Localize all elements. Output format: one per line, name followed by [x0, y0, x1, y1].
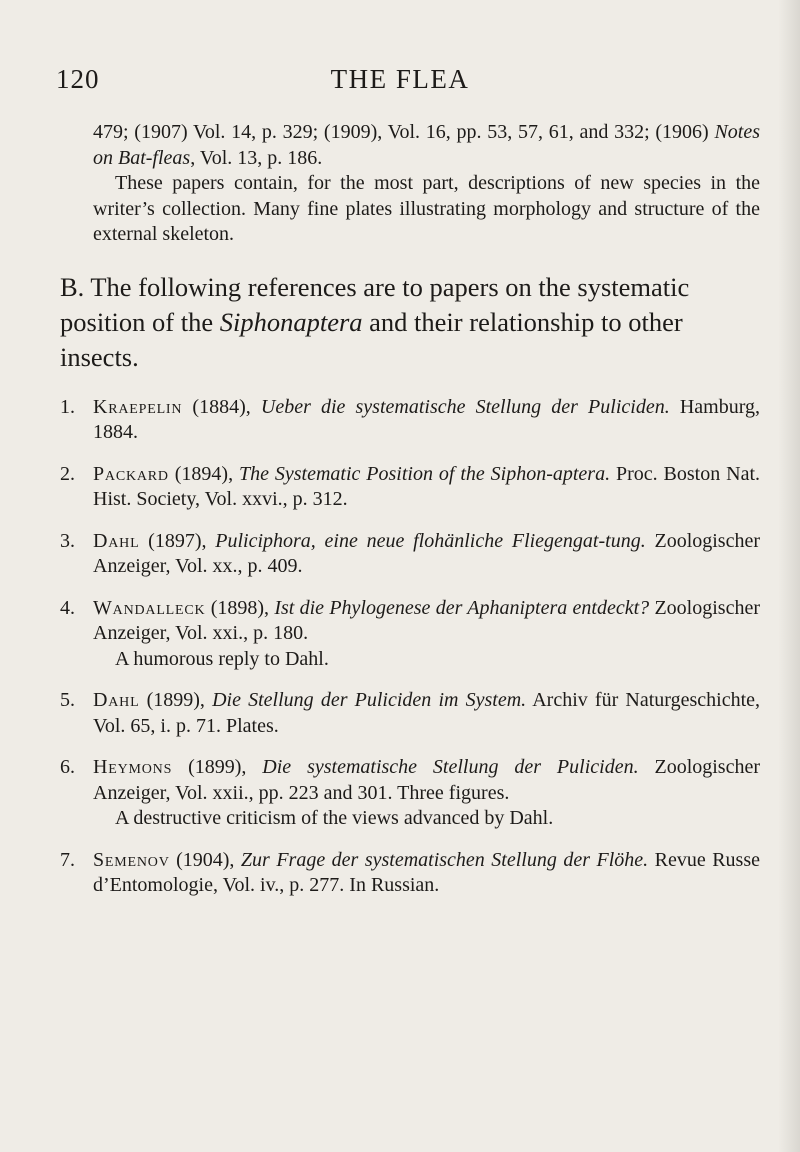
reference-title: Die Stellung der Puliciden im System. [212, 689, 527, 711]
reference-item [60, 529, 760, 580]
reference-year: (1899), [172, 756, 263, 778]
reference-source: Zoologischer Anzeiger, Vol. xx., p. 409. [93, 529, 760, 577]
reference-item [60, 462, 760, 513]
section-b-italic-term: Siphonaptera [219, 306, 363, 337]
reference-author: Dahl [93, 529, 140, 552]
reference-year: (1897), [139, 529, 216, 552]
reference-source: Zoologischer Anzeiger, Vol. xxii., pp. 223 and 301. Three figures. [93, 756, 761, 804]
reference-author: Kraepelin [93, 395, 183, 418]
reference-number: 3. [60, 529, 75, 552]
reference-source: Hamburg, 1884. [93, 395, 760, 443]
reference-author: Dahl [93, 689, 140, 711]
continued-reference-line-2-prefix: and 332; (1906) [579, 121, 715, 143]
reference-year: (1899), [139, 689, 213, 711]
continued-reference-note: These papers contain, for the most part, descriptions of new species in the writer’s collection. Many fine plates illustrating morphology and structure of the external skeleton. [93, 172, 760, 245]
reference-title: Zur Frage der systematischen Stellung der Flöhe. [240, 848, 649, 871]
reference-source: Proc. Boston Nat. Hist. Society, Vol. xxvi., p. 312. [93, 462, 761, 510]
reference-author: Packard [93, 462, 169, 485]
section-b-text-prefix: The following references are to papers on the systematic position of the [60, 271, 690, 337]
reference-item [60, 395, 760, 446]
reference-number: 5. [60, 689, 75, 711]
reference-number: 6. [60, 756, 75, 778]
reference-number: 1. [60, 395, 75, 418]
page-header [0, 62, 800, 102]
reference-title: Ueber die systematische Stellung der Puliciden. [260, 395, 670, 418]
section-b-text-suffix: and their relationship to other insects. [60, 306, 683, 372]
continued-reference [60, 120, 760, 171]
reference-number: 4. [60, 596, 75, 619]
reference-year: (1904), [169, 848, 241, 871]
reference-title: Ist die Phylogenese der Aphaniptera entdeckt? [274, 596, 650, 619]
reference-source: Zoologischer Anzeiger, Vol. xxi., p. 180. [93, 596, 760, 644]
continued-reference-line-1: 479; (1907) Vol. 14, p. 329; (1909), Vol. 16, pp. 53, 57, 61, [93, 121, 574, 143]
reference-item [60, 688, 760, 739]
reference-author: Semenov [93, 848, 170, 871]
page-number: 120 [56, 64, 100, 94]
reference-item [60, 596, 760, 673]
reference-source: Archiv für Naturgeschichte, Vol. 65, i. p. 71. Plates. [93, 689, 760, 737]
running-title: THE FLEA [330, 64, 470, 94]
reference-author: Wandalleck [93, 596, 206, 619]
reference-note: A destructive criticism of the views advanced by Dahl. [115, 807, 554, 829]
reference-year: (1898), [205, 596, 275, 619]
section-b-heading [60, 270, 760, 375]
continued-reference-line-2-suffix: , Vol. 13, p. 186. [190, 146, 323, 169]
reference-source: Revue Russe d’Entomologie, Vol. iv., p. 277. In Russian. [93, 848, 760, 896]
reference-title: Die systematische Stellung der Puliciden. [262, 756, 639, 778]
reference-year: (1884), [182, 395, 261, 418]
page-edge-shadow [778, 0, 800, 1152]
reference-item [60, 848, 760, 899]
reference-note: A humorous reply to Dahl. [115, 647, 329, 670]
reference-item [60, 755, 760, 832]
page-body [60, 120, 760, 915]
section-b-letter: B. [60, 271, 85, 302]
reference-author: Heymons [93, 756, 173, 778]
reference-number: 7. [60, 848, 75, 871]
reference-list [60, 395, 760, 899]
reference-year: (1894), [168, 462, 239, 485]
reference-number: 2. [60, 462, 75, 485]
continued-reference-title: Notes on Bat-fleas [93, 121, 761, 169]
reference-title: The Systematic Position of the Siphon-aptera. [238, 462, 611, 485]
reference-title: Puliciphora, eine neue flohänliche Fliegengat-tung. [215, 529, 646, 552]
